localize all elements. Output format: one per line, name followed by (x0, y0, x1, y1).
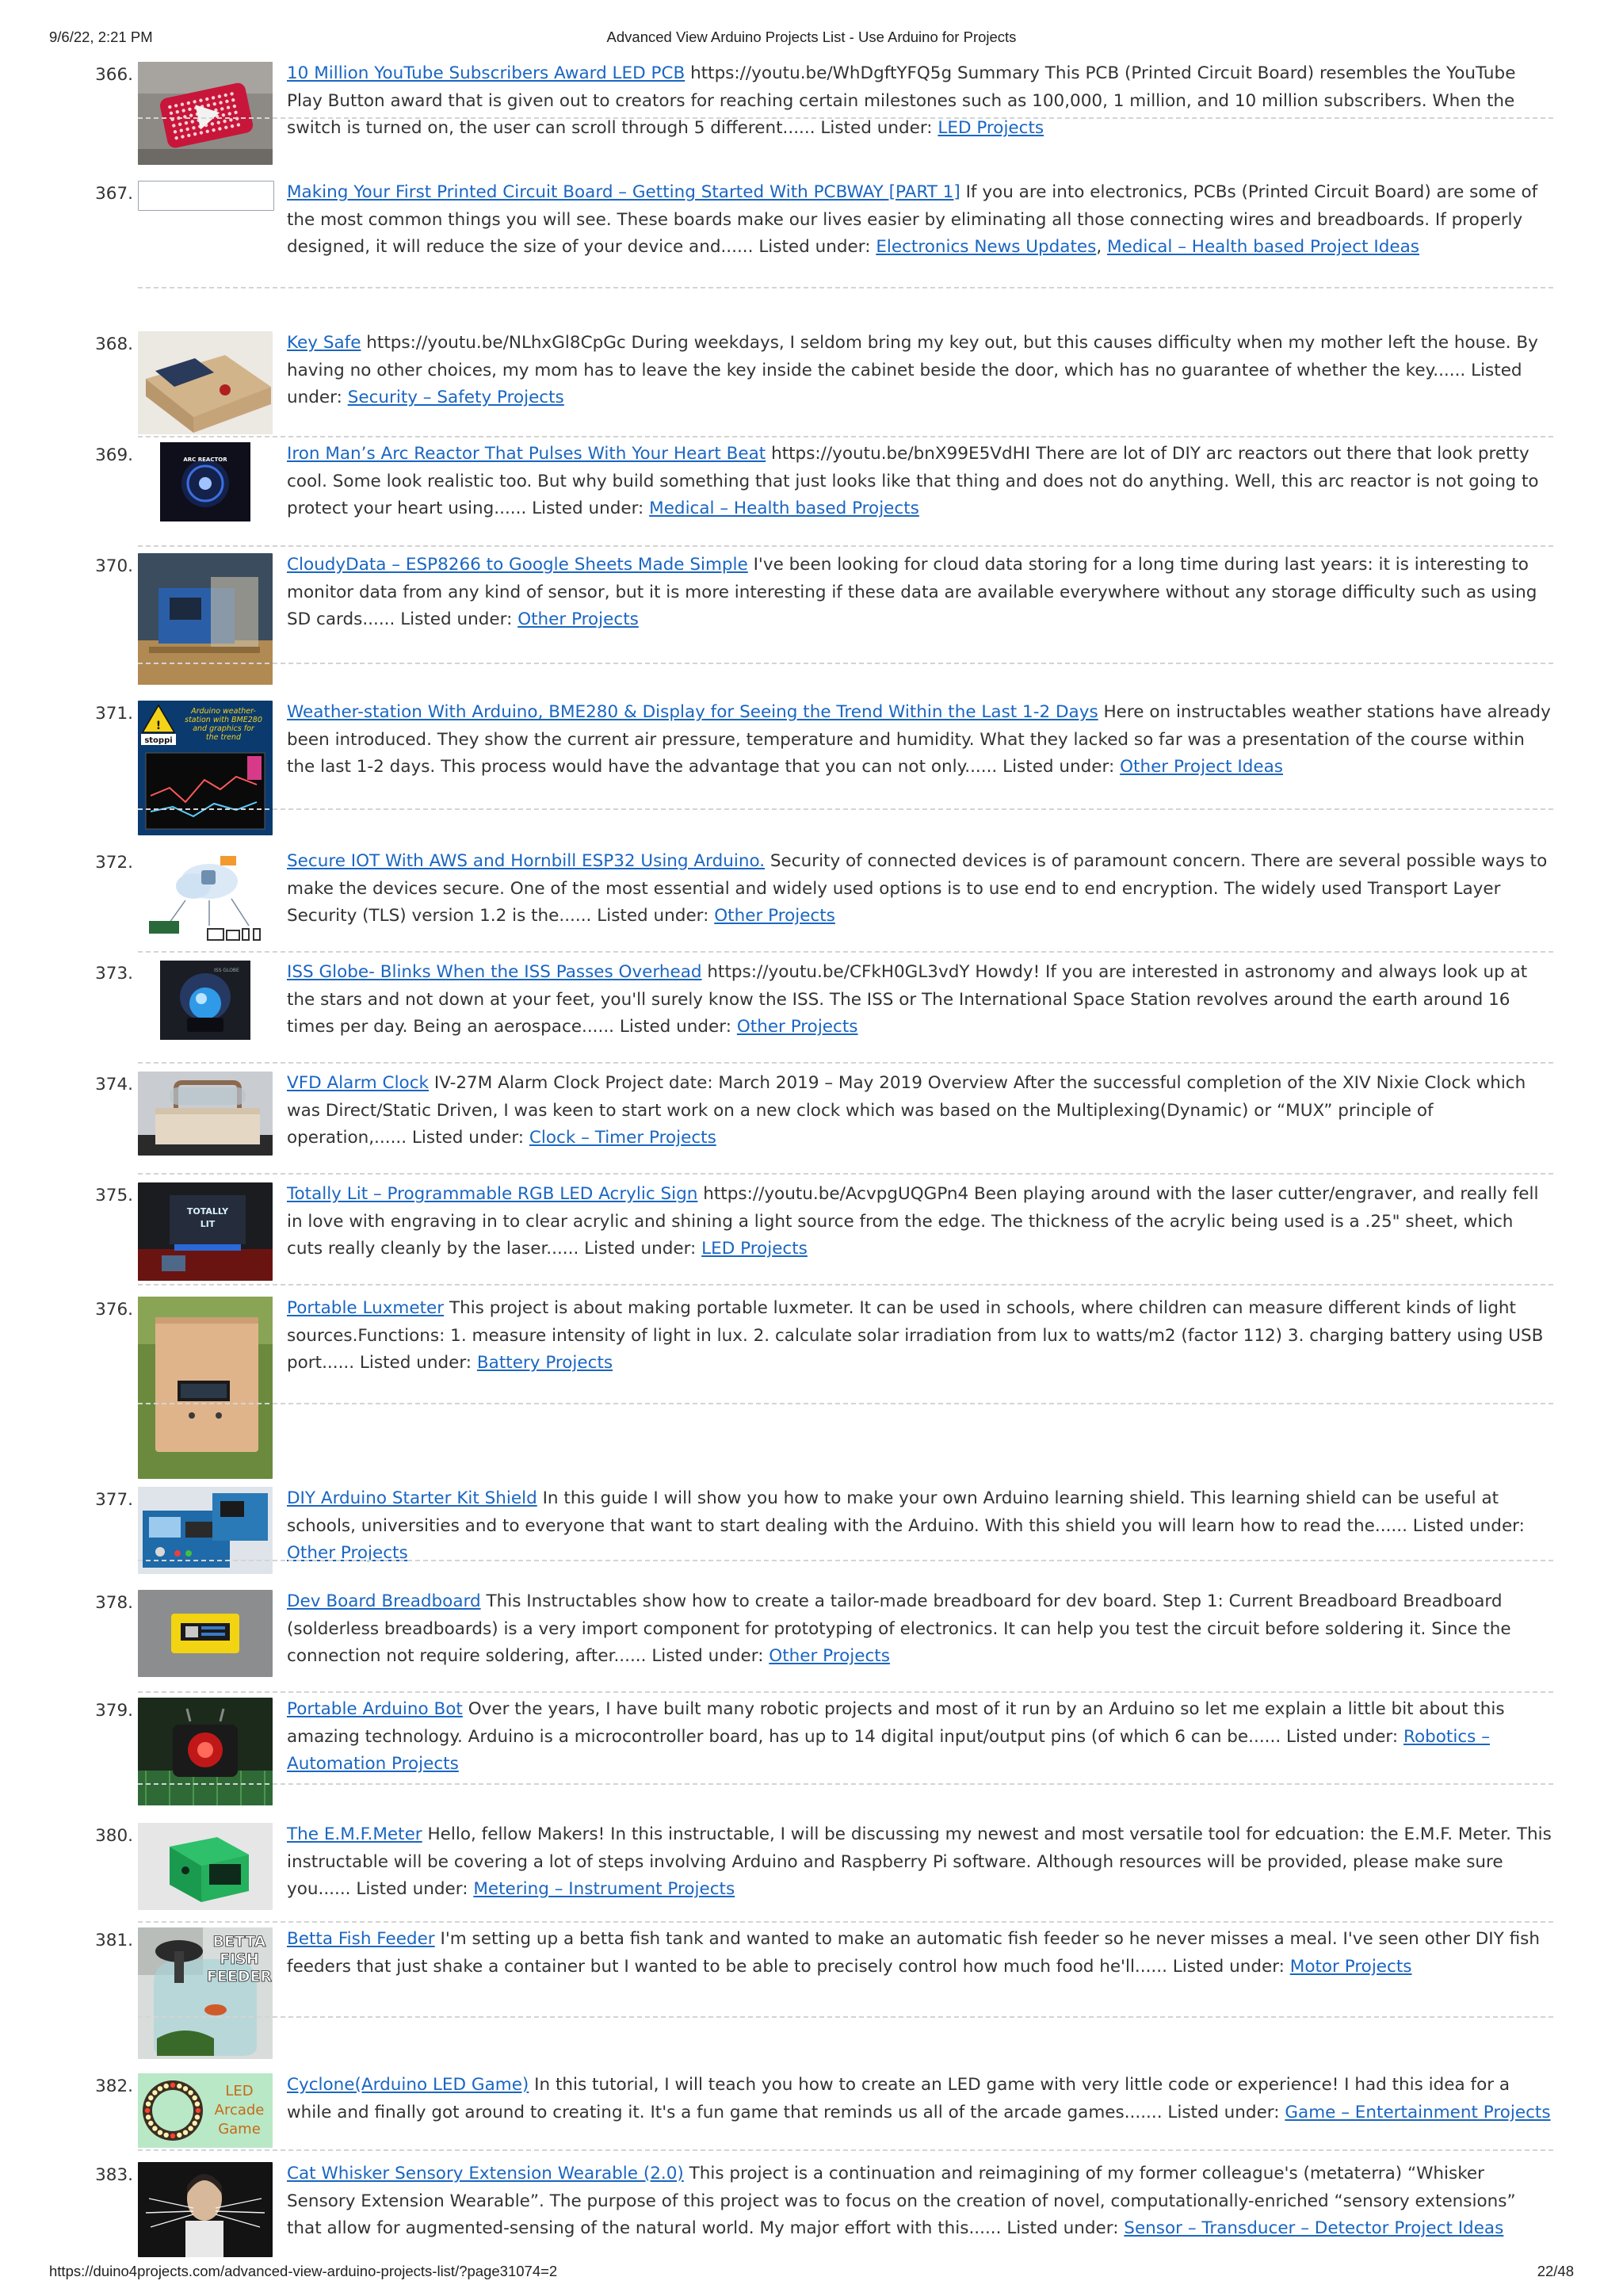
listed-under-label: Listed under: (758, 237, 871, 258)
listed-under-label: Listed under: (287, 360, 1522, 408)
item-description (287, 330, 1553, 412)
thumbnail-iss-globe[interactable] (138, 961, 273, 1040)
divider (138, 545, 1553, 547)
item-number: 366. (95, 65, 133, 85)
listed-under-label: Listed under: (400, 609, 513, 630)
item-number: 375. (95, 1186, 133, 1205)
item-number: 368. (95, 334, 133, 354)
item-summary: I'm setting up a betta fish tank and wanted to make an automatic fish feeder so he never misses a meal. I've seen other DIY fish feeders that just shake a container but I wanted to be able to precisely control how much food he'll...... (287, 1929, 1540, 1977)
item-number: 383. (95, 2165, 133, 2185)
category-link-sensor-transducer-detector-project-ideas[interactable]: Sensor – Transducer – Detector Project Ideas (1124, 2218, 1504, 2239)
print-page-number: 22/48 (1537, 2263, 1574, 2279)
category-link-other-projects[interactable]: Other Projects (769, 1646, 890, 1667)
category-link-other-project-ideas[interactable]: Other Project Ideas (1120, 757, 1283, 777)
category-link-other-projects[interactable]: Other Projects (287, 1543, 408, 1564)
item-number: 376. (95, 1300, 133, 1320)
divider (138, 663, 1553, 664)
svg-text:and graphics for: and graphics for (193, 724, 254, 733)
print-datetime: 9/6/22, 2:21 PM (49, 29, 153, 45)
thumbnail-arc-reactor[interactable] (138, 442, 273, 521)
svg-text:BETTA: BETTA (212, 1933, 266, 1950)
item-number: 367. (95, 184, 133, 204)
print-page-title: Advanced View Arduino Projects List - Use Arduino for Projects (606, 29, 1017, 45)
item-description (287, 1588, 1553, 1671)
svg-text:ISS GLOBE: ISS GLOBE (214, 968, 239, 973)
item-summary: Security of connected devices is of paramount concern. There are several possible ways to make the devices secure. One of the most essential and widely used options is to use end to end encryption. The widely used Transport Layer Security (TLS) version 1.2 is the...... (287, 851, 1548, 926)
listed-under-label: Listed under: (1002, 757, 1115, 777)
divider (138, 287, 1553, 288)
thumbnail-youtube-award-pcb[interactable] (138, 62, 273, 165)
listed-under-label: Listed under: (359, 1353, 472, 1373)
svg-text:FEEDER: FEEDER (206, 1968, 273, 1985)
item-description (287, 1181, 1553, 1263)
divider (138, 1403, 1553, 1404)
thumbnail-acrylic-sign[interactable] (138, 1182, 273, 1281)
category-link-robotics-automation-projects[interactable]: Robotics – Automation Projects (287, 1726, 1490, 1775)
project-title-link[interactable]: Weather-station With Arduino, BME280 & Display for Seeing the Trend Within the Last 1-2 Days (287, 702, 1098, 722)
project-title-link[interactable]: Cyclone(Arduino LED Game) (287, 2075, 529, 2095)
item-summary: Here on instructables weather stations have already been introduced. They show the current air pressure, temperature and humidity. What they lacked so far was a presentation of the course within the last 1-2 days. This process would have the advantage that you can not only...... (287, 702, 1551, 777)
item-summary: If you are into electronics, PCBs (Printed Circuit Board) are some of the most common things you will see. These boards make our lives easier by eliminating all those connecting wires and breadboards. If properly designed, it will reduce the size of your device and...... (287, 182, 1538, 258)
item-description (287, 1070, 1553, 1152)
listed-under-label: Listed under: (597, 906, 709, 926)
divider (138, 1921, 1553, 1923)
listed-under-label: Listed under: (532, 499, 644, 519)
item-summary: https://youtu.be/CFkH0GL3vdY Howdy! If you are interested in astronomy and always look up at the stars and not down at your feet, you'll surely know the ISS. The ISS or The International Space Station revolves around the earth around 16 times per day. Being an aerospace...... (287, 962, 1528, 1037)
item-summary: https://youtu.be/NLhxGl8CpGc During weekdays, I seldom bring my key out, but this causes difficulty when my mother left the house. By having no other choices, my mom has to leave the key inside the cabinet beside the door, which has no guarantee of whether the key...... (287, 333, 1538, 380)
item-description (287, 441, 1553, 523)
divider (138, 2016, 1553, 2018)
listed-under-label: Listed under: (1172, 1956, 1285, 1977)
project-title-link[interactable]: Secure IOT With AWS and Hornbill ESP32 Using Arduino. (287, 851, 766, 871)
thumbnail-vfd-clock[interactable] (138, 1072, 273, 1156)
category-link-security-safety-projects[interactable]: Security – Safety Projects (347, 388, 564, 408)
item-description (287, 1696, 1553, 1778)
item-description (287, 1295, 1553, 1377)
listed-under-label: Listed under: (820, 118, 933, 139)
svg-text:the trend: the trend (205, 733, 242, 742)
project-title-link[interactable]: 10 Million YouTube Subscribers Award LED PCB (287, 63, 685, 83)
svg-text:LED: LED (225, 2083, 254, 2099)
item-summary: Hello, fellow Makers! In this instructable, I will be discussing my newest and most versatile tool for edcuation: the E.M.F. Meter. This instructable will be covering a lot of steps involving Arduino and Raspberry Pi software. Although resources will be provided, please make sure you...... (287, 1824, 1552, 1900)
category-link-other-projects[interactable]: Other Projects (736, 1017, 858, 1037)
divider (138, 1284, 1553, 1286)
thumbnail-aws-iot-diagram[interactable] (138, 850, 273, 949)
print-header (49, 29, 1574, 52)
listed-under-label: Listed under: (1006, 2218, 1119, 2239)
item-number: 374. (95, 1075, 133, 1095)
svg-text:Arcade: Arcade (214, 2102, 265, 2118)
divider (138, 1560, 1553, 1561)
item-number: 381. (95, 1931, 133, 1950)
print-footer (49, 2263, 1574, 2286)
category-link-other-projects[interactable]: Other Projects (714, 906, 835, 926)
project-title-link[interactable]: VFD Alarm Clock (287, 1073, 429, 1093)
item-summary: I've been looking for cloud data storing for a long time during last years: it is interesting to monitor data from any kind of sensor, but it is more interesting if these data are available everywhere without any storage difficulty such as using SD cards...... (287, 555, 1537, 630)
category-link-battery-projects[interactable]: Battery Projects (476, 1353, 613, 1373)
project-title-link[interactable]: The E.M.F.Meter (287, 1824, 422, 1844)
print-url: https://duino4projects.com/advanced-view-arduino-projects-list/?page31074=2 (49, 2263, 558, 2279)
svg-text:TOTALLY: TOTALLY (186, 1206, 229, 1217)
svg-text:ARC REACTOR: ARC REACTOR (183, 457, 227, 463)
thumbnail-emf-meter[interactable] (138, 1823, 273, 1910)
divider (138, 951, 1553, 953)
thumbnail-led-ring-game[interactable] (138, 2073, 273, 2148)
item-number: 371. (95, 704, 133, 724)
item-description (287, 699, 1553, 781)
item-number: 372. (95, 853, 133, 873)
divider (138, 1062, 1553, 1064)
item-number: 378. (95, 1593, 133, 1613)
thumbnail-weather-station[interactable] (138, 701, 273, 835)
svg-text:Game: Game (218, 2121, 261, 2137)
item-description (287, 1485, 1553, 1568)
svg-text:station with BME280: station with BME280 (185, 716, 262, 724)
item-description (287, 2072, 1553, 2126)
divider (138, 1783, 1553, 1785)
project-title-link[interactable]: Making Your First Printed Circuit Board – Getting Started With PCBWAY [PART 1] (287, 182, 960, 202)
category-link-led-projects[interactable]: LED Projects (701, 1239, 808, 1259)
svg-text:FISH: FISH (220, 1950, 259, 1968)
divider (138, 1691, 1553, 1693)
divider (138, 1173, 1553, 1175)
item-description (287, 2160, 1553, 2243)
thumbnail-esp8266-board[interactable] (138, 553, 273, 685)
item-description (287, 848, 1553, 930)
listed-under-label: Listed under: (1286, 1726, 1399, 1747)
thumbnail-dev-breadboard[interactable] (138, 1590, 273, 1677)
listed-under-label: Listed under: (651, 1646, 764, 1667)
divider (138, 436, 1553, 437)
item-description (287, 1821, 1553, 1904)
item-number: 377. (95, 1490, 133, 1510)
svg-text:Arduino weather-: Arduino weather- (191, 707, 256, 716)
thumbnail-key-safe-box[interactable] (138, 331, 273, 434)
listed-under-label: Listed under: (619, 1017, 731, 1037)
item-summary: https://youtu.be/bnX99E5VdHI There are lot of DIY arc reactors out there that look pretty cool. Some look realistic too. But why build something that just looks like that thing and does not do anything. Well, this arc reactor is not going to protect your heart using...... (287, 444, 1539, 519)
thumbnail-arduino-bot[interactable] (138, 1698, 273, 1805)
project-title-link[interactable]: ISS Globe- Blinks When the ISS Passes Overhead (287, 962, 702, 982)
project-title-link[interactable]: CloudyData – ESP8266 to Google Sheets Made Simple (287, 555, 748, 575)
divider (138, 117, 1553, 119)
category-link-medical-health-based-project-ideas[interactable]: Medical – Health based Project Ideas (1107, 237, 1419, 258)
svg-text:stoppi: stoppi (144, 736, 173, 745)
project-title-link[interactable]: Cat Whisker Sensory Extension Wearable (2.0) (287, 2164, 684, 2183)
item-summary: https://youtu.be/WhDgftYFQ5g Summary This PCB (Printed Circuit Board) resembles the YouTube Play Button award that is given out to creators for reaching certain milestones such as 100,000, 1 million, and 10 million subscribers. When the switch is turned on, the user can scroll through 5 different...... (287, 63, 1516, 139)
project-title-link[interactable]: Dev Board Breadboard (287, 1591, 481, 1611)
category-link-metering-instrument-projects[interactable]: Metering – Instrument Projects (473, 1879, 735, 1900)
category-link-game-entertainment-projects[interactable]: Game – Entertainment Projects (1285, 2102, 1551, 2122)
divider (138, 808, 1553, 810)
item-number: 373. (95, 964, 133, 984)
item-summary: Over the years, I have built many robotic projects and most of it run by an Arduino so let me explain a little bit about this amazing technology. Arduino is a microcontroller board, has up to 14 digital input/output pins (of which 6 can be...... (287, 1699, 1505, 1747)
item-summary: In this tutorial, I will teach you how to create an LED game with very little code or experience! I had this idea for a while and finally got around to creating it. It's a fun game that reminds us all of the arcade games....... (287, 2075, 1510, 2122)
project-title-link[interactable]: Portable Luxmeter (287, 1298, 445, 1318)
item-description (287, 60, 1553, 143)
item-number: 380. (95, 1826, 133, 1846)
category-link-other-projects[interactable]: Other Projects (517, 609, 639, 630)
item-summary: https://youtu.be/AcvpgUQGPn4 Been playing around with the laser cutter/engraver, and really fell in love with engraving in to clear acrylic and shining a light source from the edge. The thickness of the acrylic being used is a .25" sheet, which cuts really cleanly by the laser...... (287, 1184, 1539, 1259)
listed-under-label: Listed under: (1167, 2102, 1280, 2122)
item-number: 382. (95, 2076, 133, 2096)
broken-image-icon[interactable] (138, 181, 274, 211)
svg-text:LIT: LIT (200, 1219, 216, 1229)
svg-text:!: ! (155, 720, 162, 732)
project-title-link[interactable]: Totally Lit – Programmable RGB LED Acrylic Sign (287, 1184, 698, 1204)
category-link-clock-timer-projects[interactable]: Clock – Timer Projects (529, 1128, 716, 1148)
category-link-electronics-news-updates[interactable]: Electronics News Updates (876, 237, 1097, 258)
item-summary: In this guide I will show you how to make your own Arduino learning shield. This learning shield can be useful at schools, universities and to everyone that want to start dealing with the Arduino. With this shield you will learn how to read the...... (287, 1488, 1499, 1536)
item-summary: This project is about making portable luxmeter. It can be used in schools, where children can measure different kinds of light sources.Functions: 1. measure intensity of light in lux. 2. calculate solar irradiation from lux to watts/m2 (factor 112) 3. charging battery using USB port...... (287, 1298, 1544, 1373)
thumbnail-luxmeter-box[interactable] (138, 1297, 273, 1479)
thumbnail-whisker-wearable[interactable] (138, 2162, 273, 2257)
project-title-link[interactable]: DIY Arduino Starter Kit Shield (287, 1488, 537, 1508)
project-title-link[interactable]: Key Safe (287, 333, 361, 353)
item-description (287, 1926, 1553, 1981)
project-title-link[interactable]: Portable Arduino Bot (287, 1699, 463, 1719)
category-link-led-projects[interactable]: LED Projects (938, 118, 1044, 139)
item-description (287, 552, 1553, 634)
item-number: 369. (95, 445, 133, 465)
item-description: Making Your First Printed Circuit Board – Getting Started With PCBWAY [PART 1] If you are into electronics, PCBs (Printed Circuit Board) are some of the most common things you will see. These boards make our lives easier by eliminating all those connecting wires and breadboards. If properly designed, it will reduce the size of your device and...... Listed under: Electronics News Updates, Medical – Health based Project Ideas (287, 182, 1538, 258)
listed-under-label: Listed under: (1412, 1515, 1525, 1536)
thumbnail-fish-feeder[interactable] (138, 1927, 273, 2059)
listed-under-label: Listed under: (356, 1879, 468, 1900)
item-summary: This project is a continuation and reimagining of my former colleague's (metaterra) “Whisker Sensory Extension Wearable”. The purpose of this project was to focus on the creation of novel, computationally-enriched “sensory extensions” that allow for augmented-sensing of the natural world. My major effort with this...... (287, 2164, 1516, 2239)
category-link-medical-health-based-projects[interactable]: Medical – Health based Projects (649, 499, 919, 519)
listed-under-label: Listed under: (411, 1128, 525, 1148)
item-description (287, 959, 1553, 1041)
project-title-link[interactable]: Iron Man’s Arc Reactor That Pulses With Your Heart Beat (287, 444, 766, 464)
divider (138, 2149, 1553, 2151)
item-number: 379. (95, 1701, 133, 1721)
listed-under-label: Listed under: (584, 1239, 697, 1259)
item-summary: IV-27M Alarm Clock Project date: March 2019 – May 2019 Overview After the successful completion of the XIV Nixie Clock which was Direct/Static Driven, I was keen to start work on a new clock which was based on the Multiplexing(Dynamic) or “MUX” principle of operation,...... (287, 1073, 1526, 1148)
item-summary: This Instructables show how to create a tailor-made breadboard for dev board. Step 1: Current Breadboard Breadboard (solderless breadboards) is a very import component for prototyping of electronics. It can help you test the circuit before soldering it. Since the connection not require soldering, after...... (287, 1591, 1511, 1667)
category-link-motor-projects[interactable]: Motor Projects (1289, 1956, 1412, 1977)
item-number: 370. (95, 556, 133, 576)
project-title-link[interactable]: Betta Fish Feeder (287, 1929, 435, 1949)
